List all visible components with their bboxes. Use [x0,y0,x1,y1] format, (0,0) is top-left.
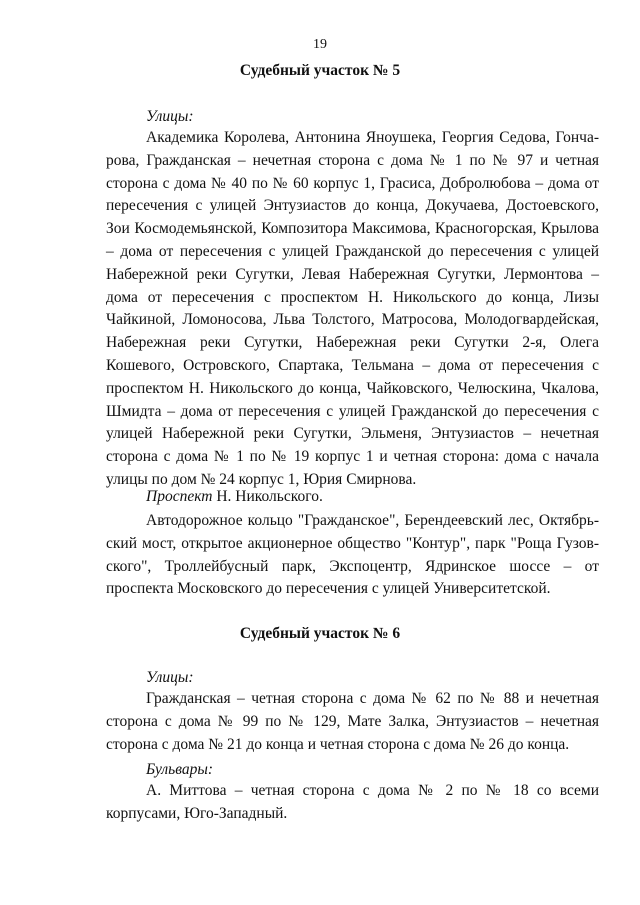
section-6-streets-text: Гражданская – четная сторона с дома № 62 по № 88 и нечетная сторона с дома № 99 по № 129, Мате Залка, Энтузиастов – нечетная сторона с дома № 21 до конца и четная сторона с дома № 26 до конца. [106,690,599,753]
section-5-avenue-line [146,488,323,506]
section-6-boulevards-label: Бульвары: [146,761,214,778]
section-6-streets-label: Улицы: [146,669,194,686]
section-5-streets-label: Улицы: [146,108,194,125]
section-6-title: Судебный участок № 6 [239,625,401,642]
section-5-other-text: Автодорожное кольцо "Гражданское", Берендеевский лес, Октябрьский мост, открытое акционерное общество "Контур", парк "Роща Гузовского", Троллейбусный парк, Экспоцентр, Ядринское шоссе – от проспекта Московского до пересечения с улицей Университетской. [106,512,599,598]
page-number: 19 [313,37,327,52]
section-6-boulevards-text: А. Миттова – четная сторона с дома № 2 по № 18 со всеми корпусами, Юго-Западный. [106,782,599,822]
section-5-avenue-label: Проспект [146,488,213,505]
section-5-avenue-text: Н. Никольского. [212,488,323,505]
section-5-streets-text: Академика Королева, Антонина Яноушека, Георгия Седова, Гончарова, Гражданская – нечетная сторона с дома № 1 по № 97 и четная сторона с дома № 40 по № 60 корпус 1, Грасиса, Добролюбова – дома от пересечения с улицей Энтузиастов до конца, Докучаева, Достоевского, Зои Космодемьянской, Композитора Максимова, Красногорская, Крылова – дома от пересечения с улицей Гражданской до пересечения с улицей Набережной реки Сугутки, Левая Набережная Сугутки, Лермонтова – дома от пересечения с проспектом Н. Никольского до конца, Лизы Чайкиной, Ломоносова, Льва Толстого, Матросова, Молодогвардейская, Набережная реки Сугутки, Набережная реки Сугутки 2-я, Олега Кошевого, Островского, Спартака, Тельмана – дома от пересечения с проспектом Н. Никольского до конца, Чайковского, Челюскина, Чкалова, Шмидта – дома от пересечения с улицей Гражданской до пересечения с улицей Набережной реки Сугутки, Эльменя, Энтузиастов – нечетная сторона с дома № 1 по № 19 корпус 1 и четная сторона: дома с начала улицы по дом № 24 корпус 1, Юрия Смирнова. [106,129,599,488]
section-5-title: Судебный участок № 5 [239,62,401,79]
